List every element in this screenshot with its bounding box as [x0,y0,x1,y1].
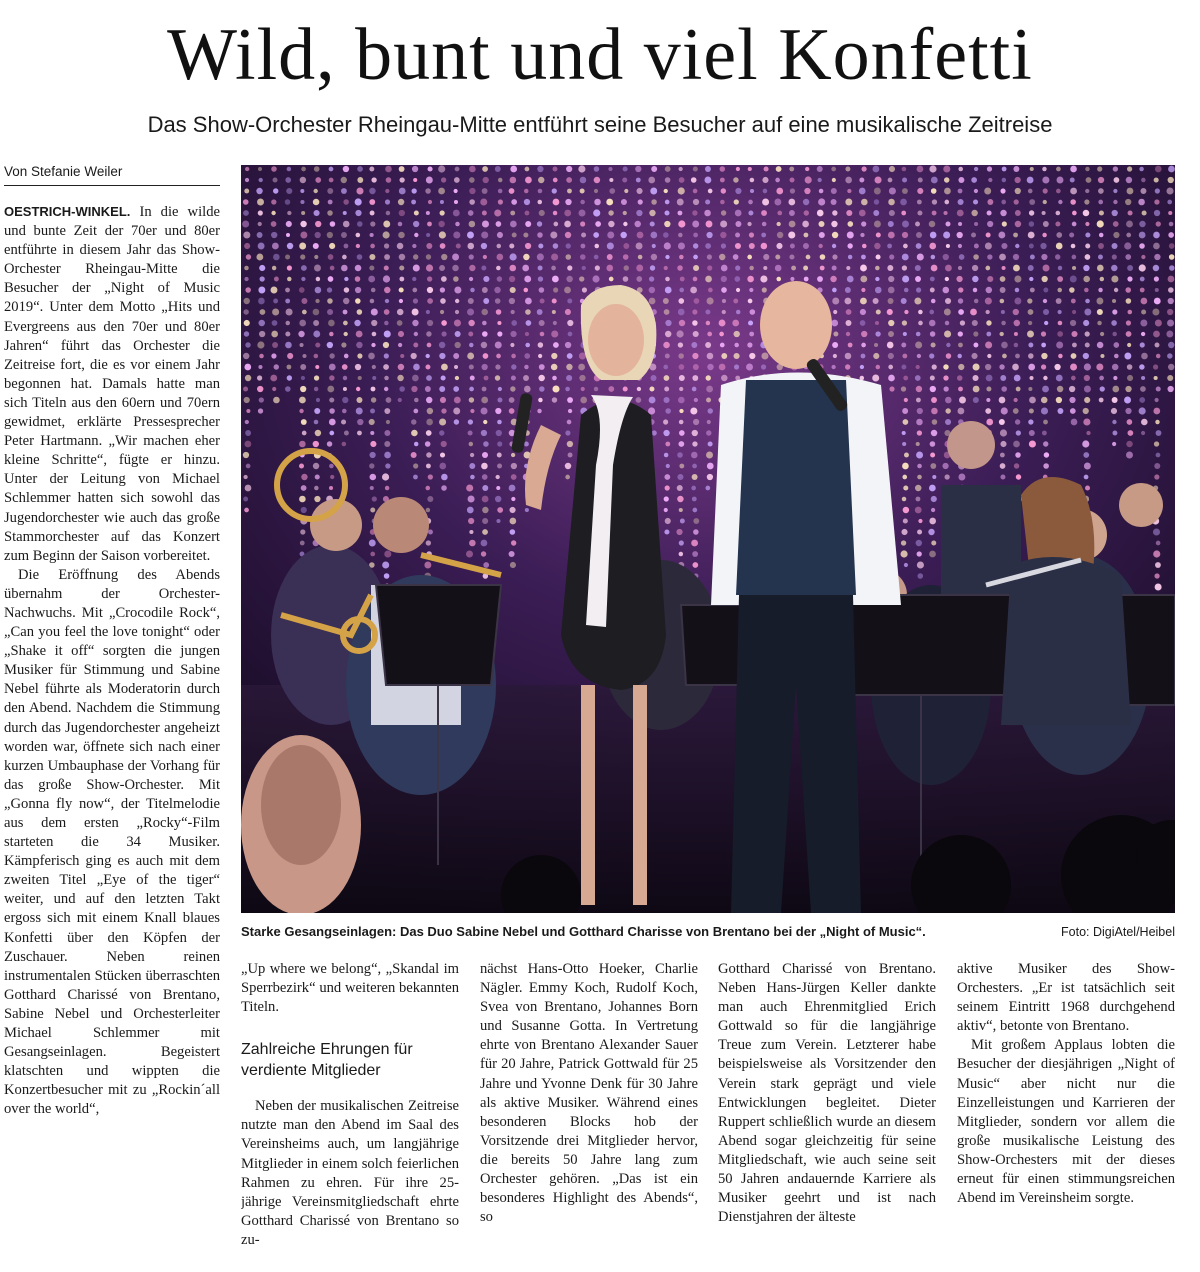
photo-caption [241,922,1175,944]
article-headline: Wild, bunt und viel Konfetti [167,14,1033,96]
text-column-2 [241,960,459,1270]
paragraph-members: Gotthard Charissé von Brentano. Neben Hans-Jürgen Keller dankte man auch Ehrenmitglied Erich Gottwald so für die langjährige Treue zum Verein. Letzterer habe beispielsweise als Vorsitzender den Verein stark geprägt und viele Entwicklungen begleitet. Dieter Ruppert schließlich wurde an diesem Abend sogar gleichzeitig für seine Mitgliedschaft, wie auch seine seit 50 Jahren andauernde Karriere als Musiker geehrt und ist nach Dienstjahren der älteste [718,961,936,1226]
text-column-4 [718,960,936,1270]
text-column-5 [957,960,1175,1270]
byline: Von Stefanie Weiler [4,163,220,186]
caption-text: Starke Gesangseinlagen: Das Duo Sabine Nebel und Gotthard Charisse von Brentano bei der „Night of Music“. [241,924,926,939]
photo-credit: Foto: DigiAtel/Heibel [1061,925,1175,939]
paragraph-opening: Die Eröffnung des Abends übernahm der Orchester-Nachwuchs. Mit „Crocodile Rock“, „Can you feel the love tonight“ oder „Shake it off“ sorgten die jungen Musiker für Stimmung und Sabine Nebel führte als Moderatorin durch den Abend. Nachdem die Stimmung durch das Jugendorchester angeheizt worden war, öffnete sich nach einer kurzen Umbauphase der Vorhang für das große Show-Orchester. Mit „Gonna fly now“, der Titelmelodie aus dem ersten „Rocky“-Film starteten die 34 Musiker. Kämpferisch ging es auch mit dem zweiten Titel „Eye of the tiger“ weiter, und auf den letzten Takt ergoss sich mit einem Knall blaues Konfetti über den Köpfen der Zuschauer. Neben reinen instrumentalen Stücken überraschten Gotthard Charissé von Brentano, Sabine Nebel und Orchesterleiter Michael Schlemmer mit Gesangseinlagen. Begeistert klatschten und wippten die Konzertbesucher mit zu „Rockin´all over the world“, [4,566,220,1118]
paragraph-honors: Neben der musikalischen Zeitreise nutzte man den Abend im Saal des Vereinsheims auch, um langjährige Mitglieder in einem solch feierlichen Rahmen zu ehren. Für ihre 25-jährige Vereinsmitgliedschaft ehrte Gotthard Charissé von Brentano so zu- [241,1098,459,1248]
paragraph-honorees: nächst Hans-Otto Hoeker, Charlie Nägler. Emmy Koch, Rudolf Koch, Svea von Brentano, Johannes Born und Susanne Gotta. In Vertretung ehrte von Brentano Alexander Sauer für 20 Jahre, Patrick Gottwald für 25 Jahre und Yvonne Denk für 30 Jahre als aktive Musiker. Während eines besonderen Blocks hob der Vorsitzende drei Mitglieder hervor, die bereits 50 Jahre lang zum Orchester gehören. „Das ist ein besonderes Highlight des Abends“, so [480,961,698,1226]
paragraph-intro [4,202,220,566]
concert-photo [241,165,1175,913]
text-column-3 [480,960,698,1270]
dateline: OESTRICH-WINKEL. [4,204,131,219]
article-subheadline: Das Show-Orchester Rheingau-Mitte entführt seine Besucher auf eine musikalische Zeitreise [147,112,1053,137]
section-subhead: Zahlreiche Ehrungen für verdiente Mitglieder [241,1041,413,1080]
paragraph-intro-text: In die wilde und bunte Zeit der 70er und 80er entführte in diesem Jahr das Show-Orchester Rheingau-Mitte die Besucher der „Night of Music 2019“. Unter dem Motto „Hits und Evergreens aus den 70er und 80er Jahren“ führt das Orchester die Zeitreise fort, die es vor einem Jahr begonnen hat. Damals hatte man sich Titeln aus den 60ern und 70ern gewidmet, erklärte Pressesprecher Peter Hartmann. „Wir machen eher kleine Schritte“, fügte er hinzu. Unter der Leitung von Michael Schlemmer hatten sich sowohl das Jugendorchester wie auch das große Stammorchester auf das Konzert zum Beginn der Saison vorbereitet. [4,204,220,564]
text-column-1 [4,202,220,1268]
paragraph-closing: Mit großem Applaus lobten die Besucher der diesjährigen „Night of Music“ aber nicht nur die Einzelleistungen und Karrieren der Mitglieder, sondern vor allem die große musikalische Leistung des Show-Orchesters mit der dieses erneut für einen stimmungsreichen Abend im Vereinsheim sorgte. [957,1037,1175,1207]
paragraph-songs: „Up where we belong“, „Skandal im Sperrbezirk“ und weiteren bekannten Titeln. [241,961,459,1016]
paragraph-active: aktive Musiker des Show-Orchesters. „Er ist tatsächlich seit seinem Eintritt 1968 durchgehend aktiv“, betonte von Brentano. [957,961,1175,1035]
